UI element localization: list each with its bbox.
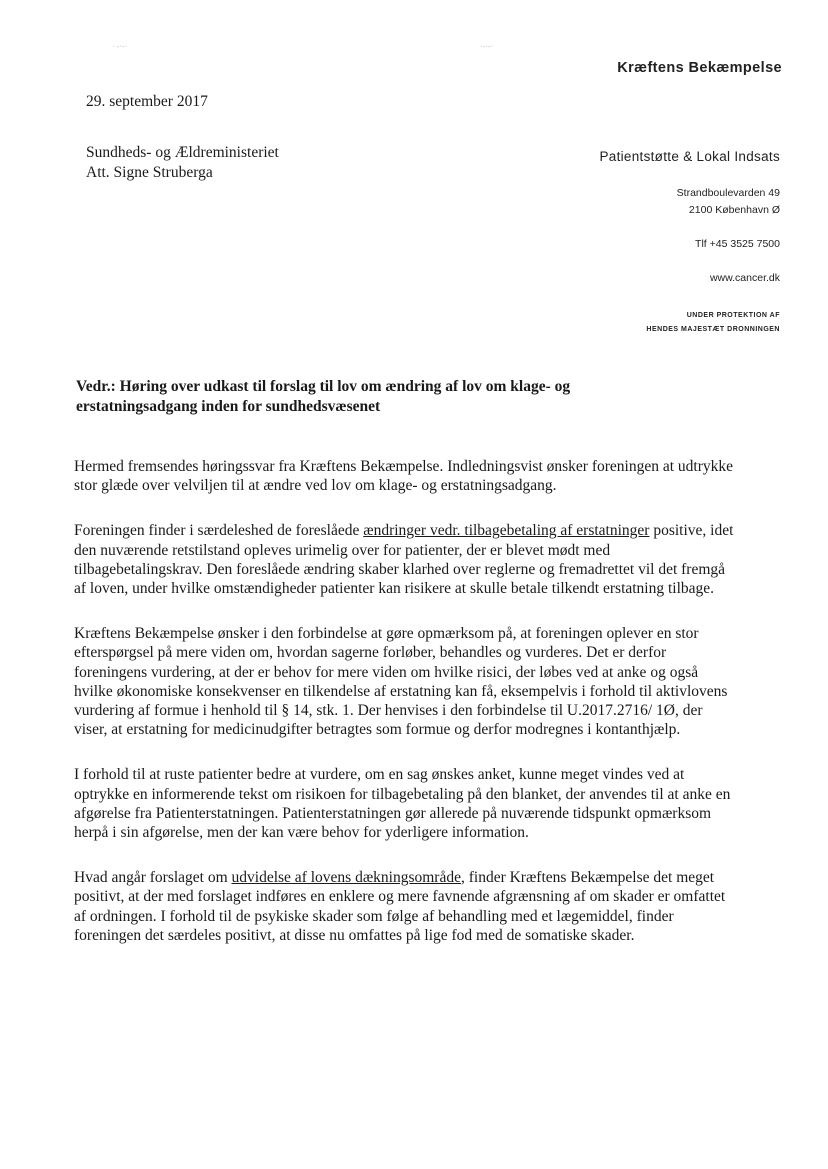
scan-speck: · -·‐· bbox=[112, 42, 128, 51]
paragraph: Kræftens Bekæmpelse ønsker i den forbindelse at gøre opmærksom på, at foreningen oplever en stor efterspørgsel på mere viden om, hvordan sagerne forløber, behandles og vurderes. Det er derfor foreningens vurdering, at der er behov for mere viden om hvilke risici, der løbes ved at anke og også hvilke økonomiske konsekvenser en tilkendelse af erstatning kan få, eksempelvis i forhold til aktivlovens vurdering af formue i henhold til § 14, stk. 1. Der henvises i den forbindelse til U.2017.2716/ 1Ø, der viser, at erstatning for medicinudgifter betragtes som formue og derfor modregnes i kontanthjælp. bbox=[74, 625, 728, 739]
patronage-line: HENDES MAJESTÆT DRONNINGEN bbox=[646, 326, 780, 333]
paragraph: I forhold til at ruste patienter bedre at vurdere, om en sag ønskes anket, kunne meget vindes ved at optrykke en informerende tekst om risikoen for tilbagebetaling på den blanket, der anvendes til at anke en afgørelse fra Patienterstatningen. Patienterstatningen gør allerede på nuværende tidspunkt opmærksom herpå i sin afgørelse, men der kan være behov for yderligere information. bbox=[74, 766, 731, 842]
paragraph-text: Foreningen finder i særdeleshed de foreslåede bbox=[74, 522, 364, 540]
subject-heading: Vedr.: Høring over udkast til forslag til lov om ændring af lov om klage- og erstatningsadgang inden for sundhedsvæsenet bbox=[76, 378, 571, 415]
recipient-block bbox=[86, 143, 279, 183]
recipient-ministry: Sundheds- og Ældreministeriet bbox=[86, 144, 279, 161]
contact-block bbox=[677, 185, 780, 287]
paragraph bbox=[74, 521, 734, 598]
paragraph-text: Hvad angår forslaget om bbox=[74, 869, 232, 887]
paragraph: Hermed fremsendes høringssvar fra Kræftens Bekæmpelse. Indledningsvist ønsker foreningen at udtrykke stor glæde over velviljen til at ændre ved lov om klage- og erstatningsadgang. bbox=[74, 458, 734, 495]
address-city: 2100 København Ø bbox=[688, 204, 780, 216]
paragraph bbox=[74, 868, 734, 945]
letter-body bbox=[74, 457, 734, 971]
paragraph-text: , finder Kræftens Bekæmpelse det meget positivt, at der med forslaget indføres en enklere og mere favnende afgrænsning af om skader er omfattet af ordningen. I forhold til de psykiske skader som følge af behandling med et lægemiddel, finder foreningen det særdeles positivt, at disse nu omfattes på lige fod med de somatiske skader. bbox=[74, 869, 726, 944]
department-name: Patientstøtte & Lokal Indsats bbox=[599, 149, 780, 164]
paragraph-text: positive, idet den nuværende retstilstand opleves urimelig over for patienter, der er blevet mødt med tilbagebetalingskrav. Den foreslåede ændring skaber klarhed over reglerne og fremadrettet vil det fremgå af loven, under hvilke omstændigheder patienter kan risikere at skulle betale tilkendt erstatning tilbage. bbox=[74, 522, 734, 598]
letter-date: 29. september 2017 bbox=[86, 93, 208, 110]
patronage-line: UNDER PROTEKTION AF bbox=[686, 312, 780, 319]
website-link[interactable]: www.cancer.dk bbox=[709, 272, 780, 284]
recipient-attention: Att. Signe Struberga bbox=[86, 164, 213, 181]
patronage-block bbox=[646, 309, 780, 337]
phone-number: Tlf +45 3525 7500 bbox=[695, 238, 780, 250]
organization-name: Kræftens Bekæmpelse bbox=[617, 60, 782, 76]
underlined-phrase: udvidelse af lovens dækningsområde bbox=[231, 869, 461, 887]
underlined-phrase: ændringer vedr. tilbagebetaling af erstatninger bbox=[363, 522, 650, 540]
address-street: Strandboulevarden 49 bbox=[676, 187, 780, 199]
scan-speck: ·-·‐· bbox=[480, 42, 494, 51]
